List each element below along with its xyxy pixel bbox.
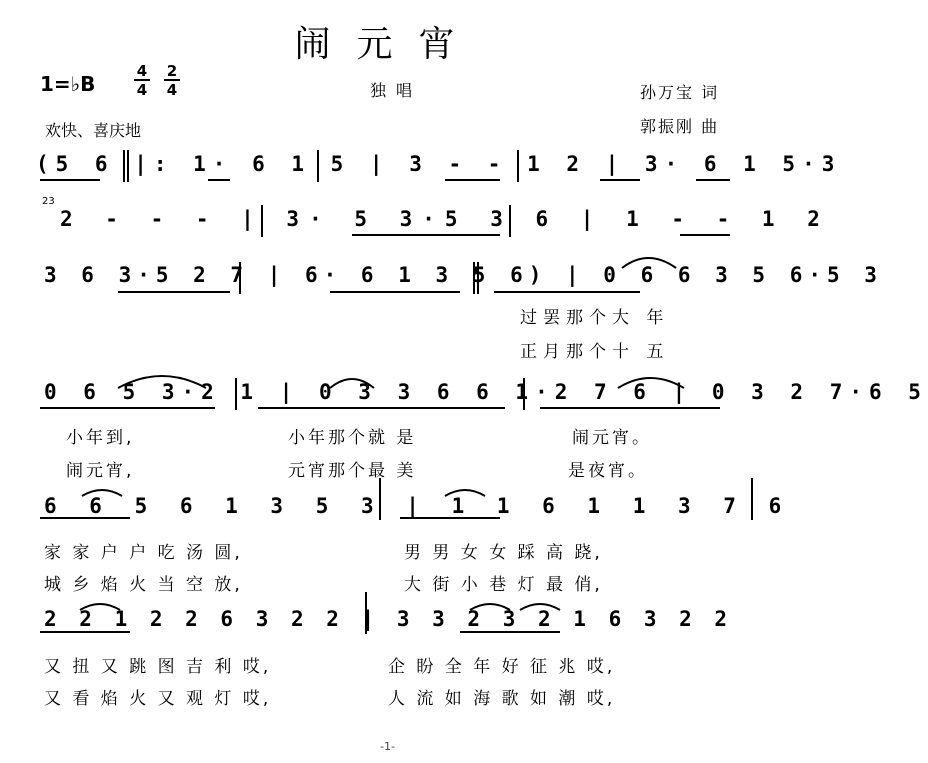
- lyric-row6-verse2-b: 人 流 如 海 歌 如 潮 哎,: [388, 689, 616, 709]
- lyric-row6-verse1-a: 又 扭 又 跳 图 吉 利 哎,: [44, 657, 272, 677]
- lyric-row5-verse1-b: 男 男 女 女 踩 高 跷,: [404, 543, 603, 563]
- song-title: 闹元宵: [294, 24, 481, 65]
- time-sig-bottom: 4: [166, 81, 178, 99]
- lyric-row6-verse2-a: 又 看 焰 火 又 观 灯 哎,: [44, 689, 272, 709]
- lyric-row4-verse2-c: 是夜宵。: [568, 461, 648, 481]
- page-number: -1-: [380, 740, 395, 753]
- lyric-row5-verse1-a: 家 家 户 户 吃 汤 圆,: [44, 543, 243, 563]
- lyric-row5-verse2-b: 大 街 小 巷 灯 最 俏,: [404, 575, 603, 595]
- notation-row-4: 0 6 5 3·2 1 | 0 3 3 6 6 1·2 7 6 | 0 3 2 7·6 5: [44, 380, 928, 404]
- key-signature: 1=♭B: [40, 72, 96, 96]
- time-sig-top: 2: [166, 62, 178, 80]
- time-sig-top: 4: [136, 62, 148, 80]
- notation-row-6: 2 2 1 2 2 6 3 2 2 | 3 3 2 3 2 1 6 3 2 2: [44, 607, 733, 631]
- lyric-row4-verse2-b: 元宵那个最 美: [288, 461, 417, 481]
- lyric-row3-verse1: 过罢那个大 年: [520, 308, 670, 328]
- lyricist-credit: 孙万宝 词: [640, 83, 720, 102]
- lyric-row4-verse1-c: 闹元宵。: [572, 428, 652, 448]
- grace-note: 23: [42, 196, 55, 207]
- notation-row-2: 2 - - - | 3· 5 3·5 3 6 | 1 - - 1 2: [60, 207, 830, 231]
- lyric-row4-verse2-a: 闹元宵,: [66, 461, 135, 481]
- performance-type: 独唱: [370, 81, 423, 100]
- time-sig-bottom: 4: [136, 81, 148, 99]
- lyric-row6-verse1-b: 企 盼 全 年 好 征 兆 哎,: [388, 657, 616, 677]
- composer-credit: 郭振刚 曲: [640, 117, 720, 136]
- lyric-row4-verse1-b: 小年那个就 是: [288, 428, 417, 448]
- notation-row-5: 6 6 5 6 1 3 5 3 | 1 1 6 1 1 3 7 6: [44, 494, 792, 518]
- lyric-row4-verse1-a: 小年到,: [66, 428, 135, 448]
- tempo-marking: 欢快、喜庆地: [45, 121, 142, 140]
- notation-row-3: 3 6 3·5 2 7 | 6· 6 1 3 5 6) | 0 6 6 3 5 6·5 3: [44, 263, 883, 287]
- lyric-row5-verse2-a: 城 乡 焰 火 当 空 放,: [44, 575, 243, 595]
- lyric-row3-verse2: 正月那个十 五: [520, 342, 670, 362]
- notation-row-1: (5 6 |: 1· 6 1 5 | 3 - - 1 2 | 3· 6 1 5·3: [36, 152, 842, 176]
